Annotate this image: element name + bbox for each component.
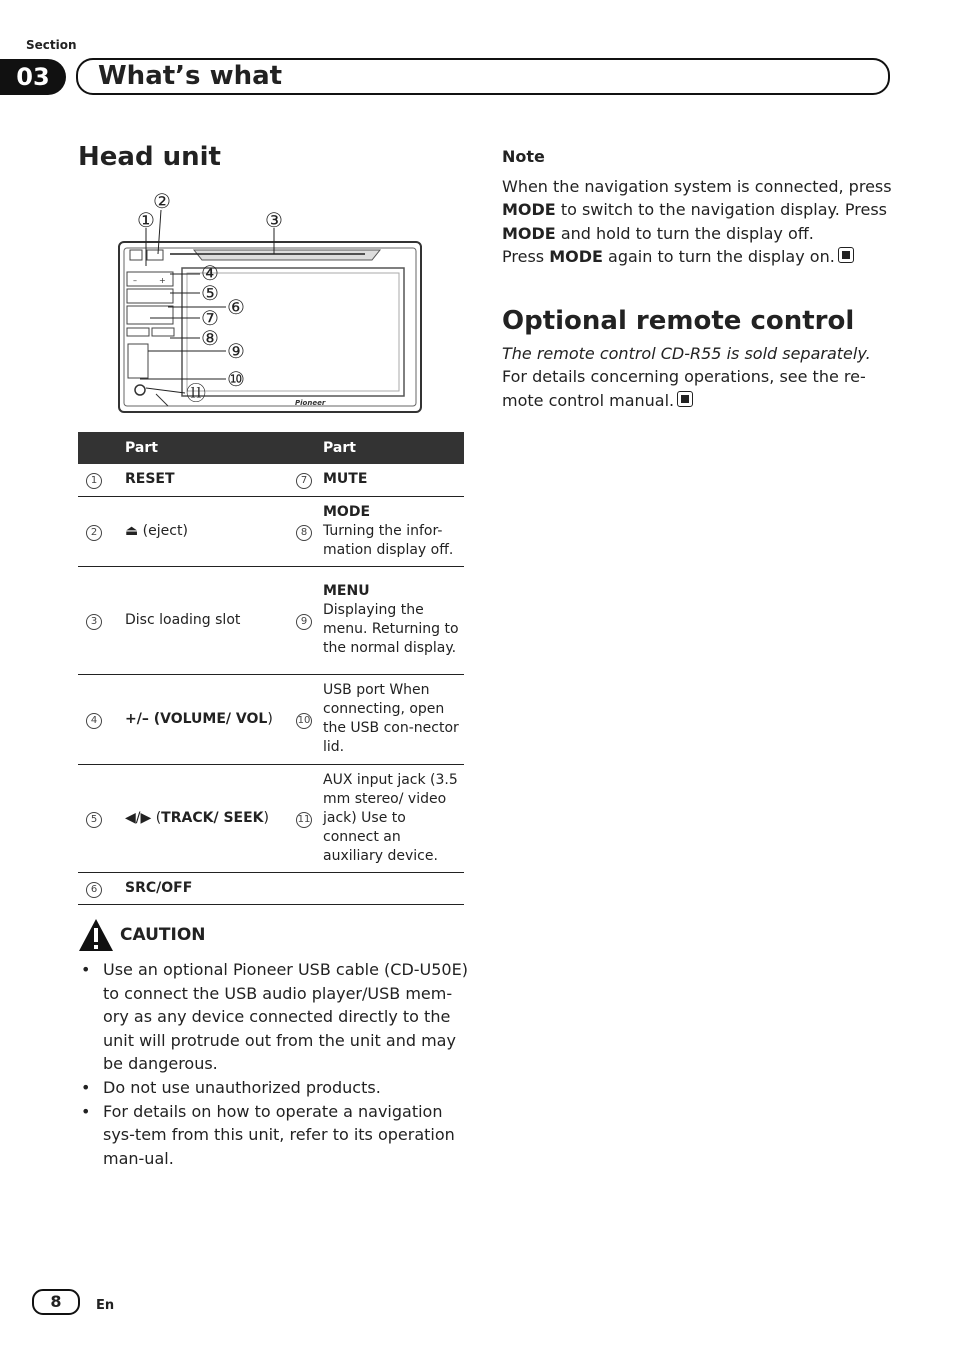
part-name: MUTE xyxy=(323,471,368,488)
brand-logo: Pioneer xyxy=(295,399,326,407)
part-name: Disc loading slot xyxy=(125,611,241,628)
row-number: 9 xyxy=(296,614,312,630)
table-row xyxy=(78,764,464,872)
part-description: USB port When connecting, open the USB con-nector lid. xyxy=(323,682,459,755)
row-number: 8 xyxy=(296,525,312,541)
page-language: En xyxy=(96,1298,115,1313)
caution-item: • Use an optional Pioneer USB cable (CD-U50E) to connect the USB audio player/USB mem-ory as any device connected directly to the unit will protrude out from the unit and may be dangerous. xyxy=(78,958,468,1076)
part-name-c: ) xyxy=(267,710,273,727)
row-number: 11 xyxy=(296,812,312,828)
part-description: Turning the infor-mation display off. xyxy=(323,522,454,558)
part-name: RESET xyxy=(125,471,175,488)
head-unit-heading: Head unit xyxy=(78,142,221,172)
note-text: When the navigation system is connected, press MODE to switch to the navigation display. Press MODE and hold to turn the display off. Press MODE again to turn the display on. xyxy=(502,176,892,267)
callout-7: ⑦ xyxy=(201,306,219,330)
callout-3: ③ xyxy=(265,208,283,232)
end-mark-icon xyxy=(838,247,854,263)
note-block xyxy=(502,145,892,269)
row-number: 5 xyxy=(86,812,102,828)
head-unit-diagram xyxy=(110,188,430,418)
callout-2: ② xyxy=(153,189,171,213)
table-row xyxy=(78,674,464,764)
part-description: Displaying the menu. Returning to the normal display. xyxy=(323,602,459,656)
page-number: 8 xyxy=(32,1289,80,1315)
section-number-badge: 03 xyxy=(0,59,66,95)
svg-text:+: + xyxy=(159,276,166,285)
remote-section xyxy=(502,306,892,412)
table-row xyxy=(78,872,464,904)
callout-11: ⑪ xyxy=(186,381,206,405)
row-number: 3 xyxy=(86,614,102,630)
part-name: SRC/OFF xyxy=(125,879,193,896)
table-row xyxy=(78,464,464,496)
caution-title: CAUTION xyxy=(120,925,206,945)
warning-icon xyxy=(78,918,114,952)
part-description: AUX input jack (3.5 mm stereo/ video jack) Use to connect an auxiliary device. xyxy=(323,771,458,864)
table-row xyxy=(78,566,464,674)
part-name: ⏏ (eject) xyxy=(125,522,188,539)
part-name-b: TRACK/ SEEK xyxy=(161,809,264,826)
table-header-row xyxy=(78,432,464,464)
row-number: 7 xyxy=(296,473,312,489)
callout-8: ⑧ xyxy=(201,326,219,350)
caution-item: • Do not use unauthorized products. xyxy=(78,1076,468,1100)
row-number: 1 xyxy=(86,473,102,489)
parts-table xyxy=(78,432,464,905)
note-title: Note xyxy=(502,147,545,166)
caution-box xyxy=(78,918,468,1170)
part-name-a: +/– ( xyxy=(125,710,161,727)
part-name: MENU xyxy=(323,583,370,599)
caution-item: • For details on how to operate a navigation sys-tem from this unit, refer to its operation man-ual. xyxy=(78,1100,468,1171)
callout-9: ⑨ xyxy=(227,339,245,363)
remote-heading: Optional remote control xyxy=(502,306,855,336)
section-label: Section xyxy=(26,38,77,52)
part-name: MODE xyxy=(323,503,371,520)
section-title: What’s what xyxy=(98,61,283,91)
row-number: 4 xyxy=(86,713,102,729)
remote-body: For details concerning operations, see the re-mote control manual. xyxy=(502,367,866,410)
svg-text:–: – xyxy=(133,276,137,285)
callout-5: ⑤ xyxy=(201,281,219,305)
remote-italic-note: The remote control CD-R55 is sold separately. xyxy=(502,343,871,363)
part-name-c: ) xyxy=(263,809,269,826)
part-name-a: ◀/▶ ( xyxy=(125,809,162,826)
end-mark-icon xyxy=(677,391,693,407)
row-number: 10 xyxy=(296,713,312,729)
table-header-part-left: Part xyxy=(110,432,285,464)
callout-6: ⑥ xyxy=(227,295,245,319)
callout-4: ④ xyxy=(201,261,219,285)
table-header-part-right: Part xyxy=(323,432,464,464)
part-name-b: VOLUME/ VOL xyxy=(160,710,268,727)
table-row xyxy=(78,496,464,566)
row-number: 6 xyxy=(86,882,102,898)
row-number: 2 xyxy=(86,525,102,541)
callout-1: ① xyxy=(137,208,155,232)
callout-10: ⑩ xyxy=(227,367,245,391)
